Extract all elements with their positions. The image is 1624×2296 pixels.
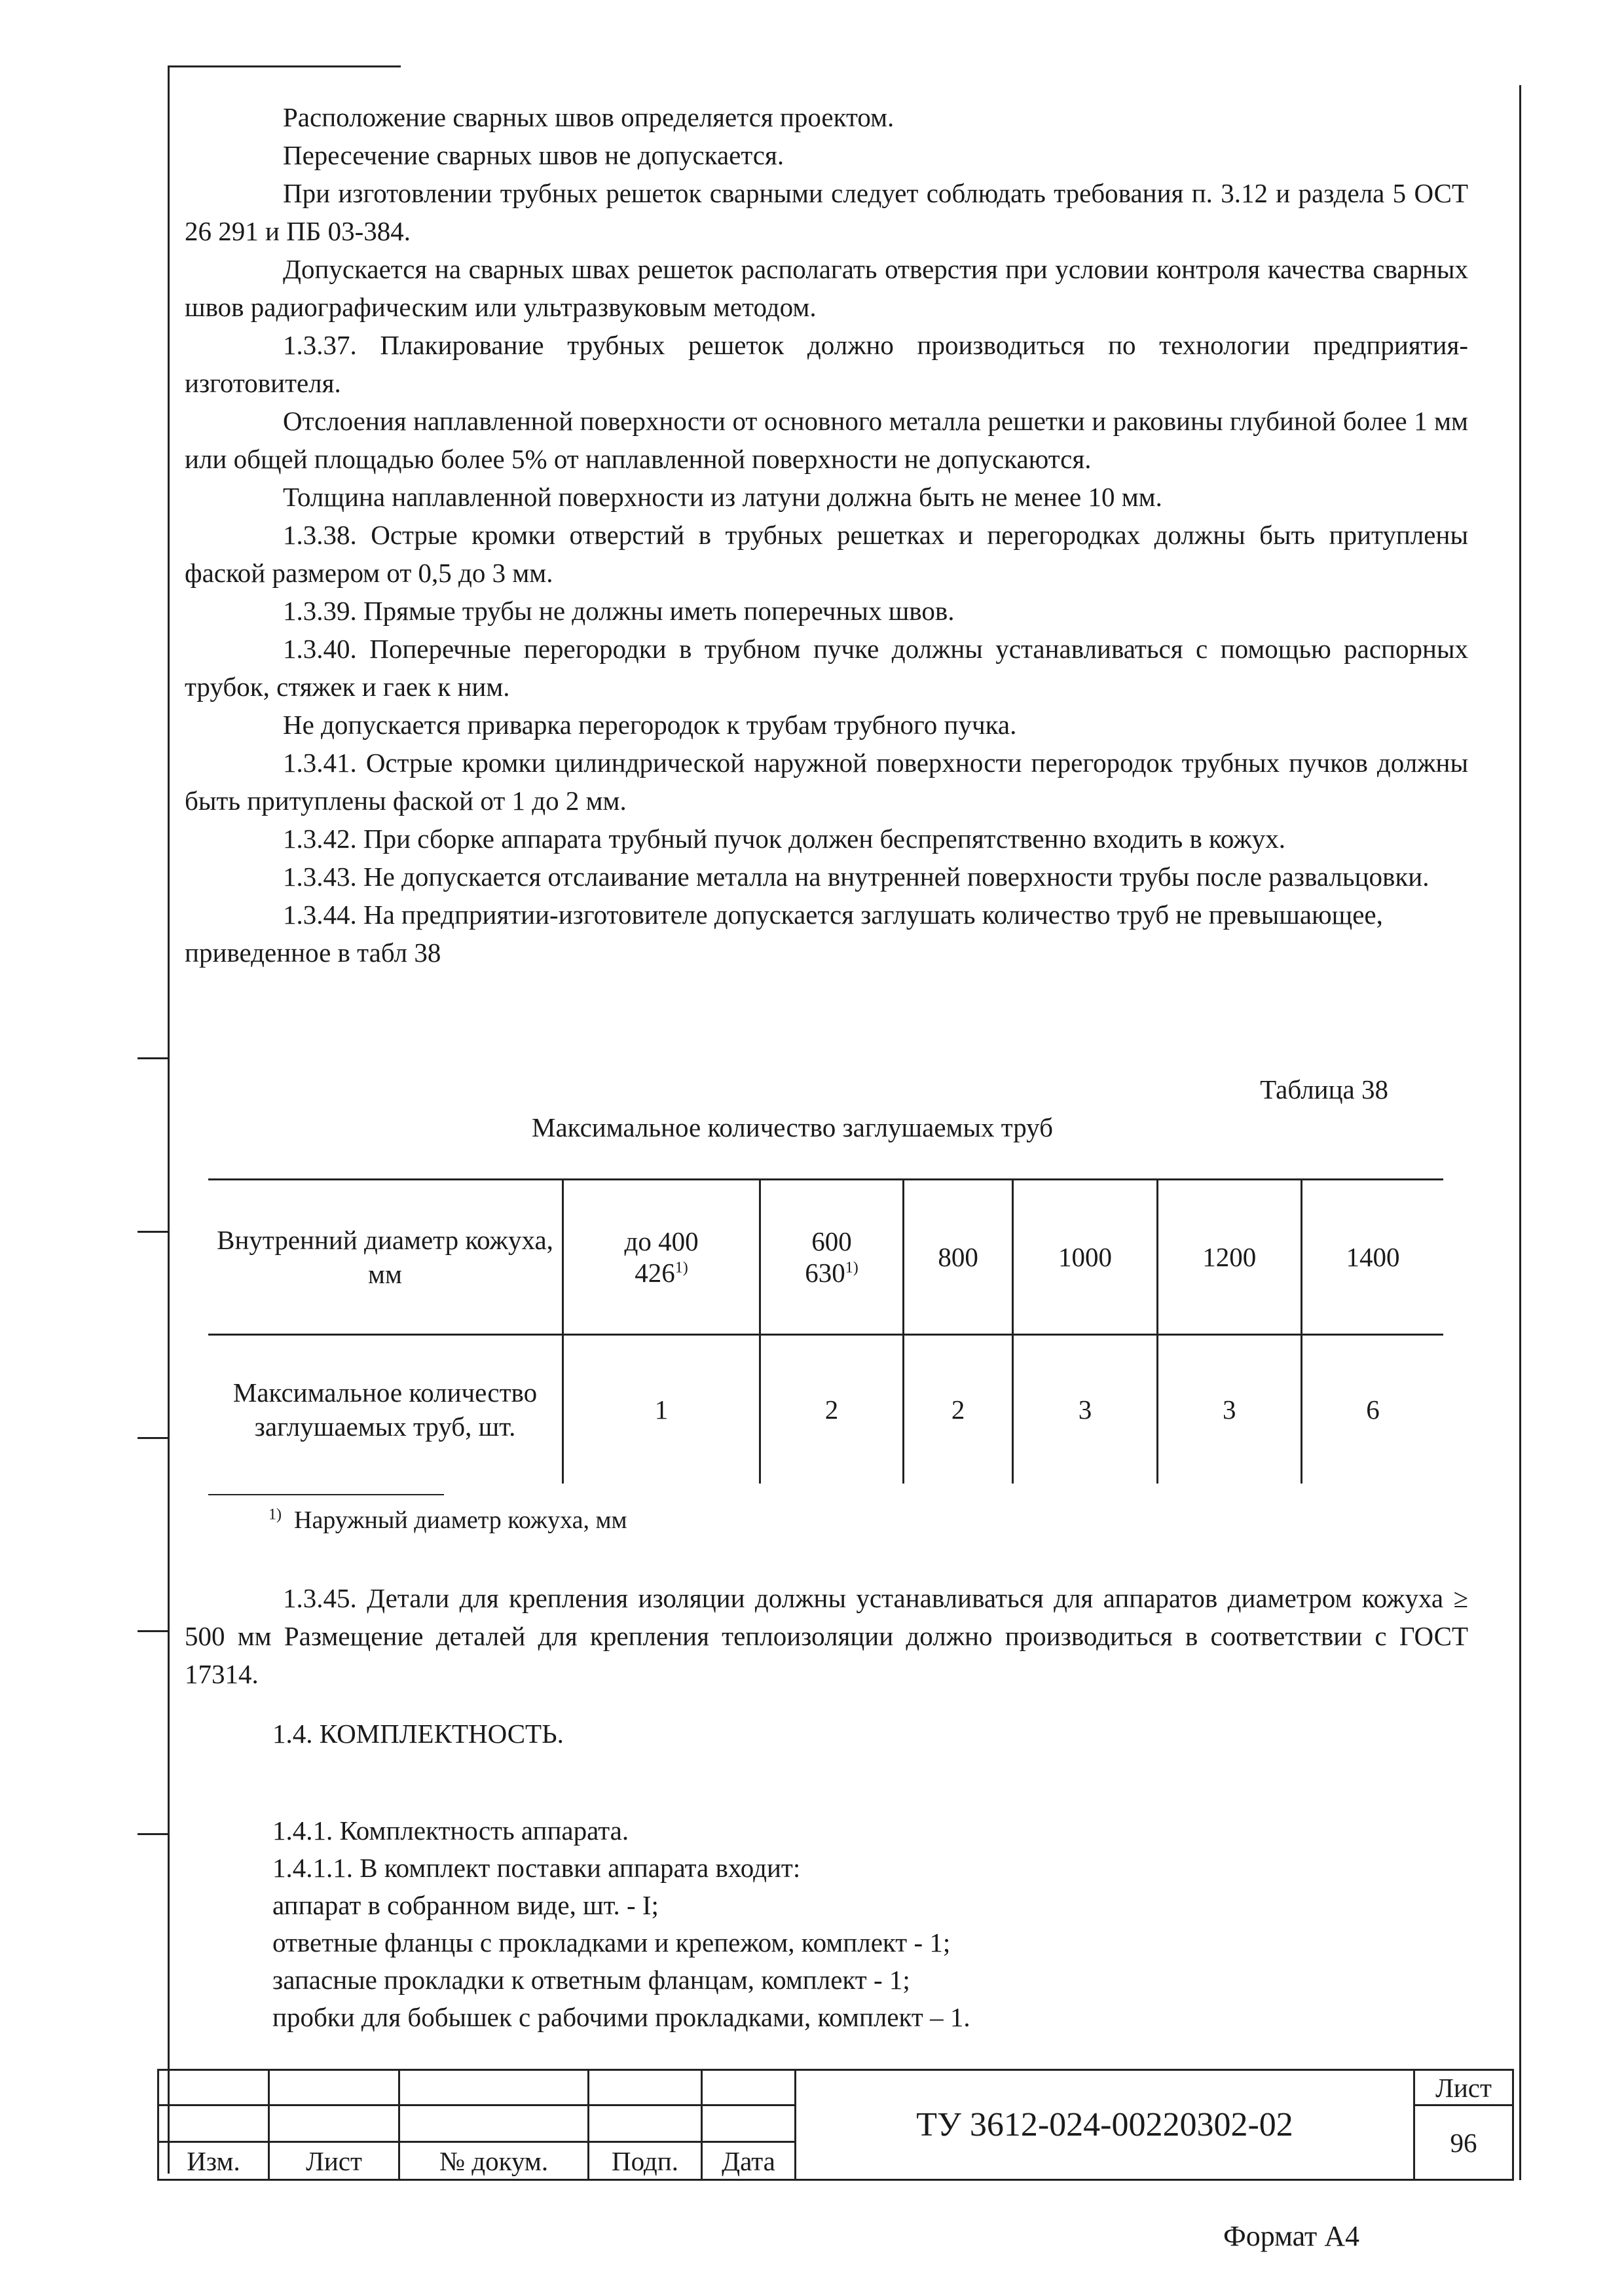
margin-tick (138, 1630, 169, 1632)
table-row (208, 1335, 1443, 1484)
stamp-podp: Подп. (589, 2142, 702, 2180)
paragraph: 1.3.41. Острые кромки цилиндрической наружной поверхности перегородок трубных пучков должны быть притуплены фаской от 1 до 2 мм. (185, 748, 1468, 816)
margin-tick (138, 1437, 169, 1439)
list-item: 1.4.1.1. В комплект поставки аппарата входит: (272, 1853, 801, 1883)
format-label: Формат А4 (1223, 2220, 1360, 2252)
footnote-mark: 1) (845, 1259, 858, 1277)
table-cell: 1 (563, 1335, 760, 1484)
stamp-cell (589, 2105, 702, 2142)
table-title: Максимальное количество заглушаемых труб (532, 1112, 1053, 1142)
table-cell: 1400 (1301, 1180, 1443, 1335)
table-cell (760, 1180, 904, 1335)
table-cell: 800 (904, 1180, 1013, 1335)
document-code: ТУ 3612-024-00220302-02 (796, 2070, 1414, 2180)
paragraph: Пересечение сварных швов не допускается. (283, 140, 784, 170)
paragraph: 1.3.37. Плакирование трубных решеток должно производиться по технологии предприятия-изготовителя. (185, 330, 1468, 398)
stamp-data: Дата (702, 2142, 796, 2180)
paragraph: 1.3.42. При сборке аппарата трубный пучок должен беспрепятственно входить в кожух. (283, 824, 1285, 854)
stamp-cell (702, 2070, 796, 2105)
stamp-cell (702, 2105, 796, 2142)
row-header-count: Максимальное количество заглушаемых труб, шт. (232, 1377, 538, 1442)
cell-line: 426 (635, 1258, 675, 1288)
stamp-cell (399, 2070, 589, 2105)
paragraph: 1.3.39. Прямые трубы не должны иметь поперечных швов. (283, 596, 955, 626)
margin-tick (138, 1833, 169, 1835)
frame-right-border (1519, 85, 1521, 2180)
stamp-cell (269, 2105, 399, 2142)
table-cell: 3 (1013, 1335, 1157, 1484)
paragraph: При изготовлении трубных решеток сварными следует соблюдать требования п. 3.12 и раздела 5 ОСТ 26 291 и ПБ 03-384. (185, 178, 1468, 246)
footnote-mark: 1) (674, 1259, 688, 1277)
footnote (268, 1506, 627, 1535)
stamp-doc-no: № докум. (399, 2142, 589, 2180)
table-cell: 2 (760, 1335, 904, 1484)
stamp-cell (158, 2105, 269, 2142)
list-item: аппарат в собранном виде, шт. - I; (272, 1890, 659, 1920)
paragraph: Расположение сварных швов определяется проектом. (283, 102, 895, 132)
footnote-separator (208, 1494, 444, 1495)
paragraph: Отслоения наплавленной поверхности от основного металла решетки и раковины глубиной более 1 мм или общей площадью более 5% от наплавленной поверхности не допускаются. (185, 406, 1468, 474)
paragraph: 1.3.45. Детали для крепления изоляции должны устанавливаться для аппаратов диаметром кожуха ≥ 500 мм Размещение деталей для крепления теплоизоляции должно производиться в соответствии с ГОСТ 17314. (185, 1583, 1468, 1689)
list-item: запасные прокладки к ответным фланцам, комплект - 1; (272, 1965, 910, 1995)
table-cell: 3 (1157, 1335, 1301, 1484)
cell-line: 630 (805, 1258, 845, 1288)
footnote-text: Наружный диаметр кожуха, мм (294, 1506, 627, 1534)
table-cell: 6 (1301, 1335, 1443, 1484)
row-header-diameter: Внутренний диаметр кожуха, мм (208, 1180, 563, 1335)
footnote-mark: 1) (268, 1506, 282, 1523)
table-cell (563, 1180, 760, 1335)
stamp-cell (589, 2070, 702, 2105)
stamp-cell (399, 2105, 589, 2142)
plug-count-table (208, 1178, 1443, 1484)
sheet-number: 96 (1414, 2105, 1513, 2180)
section-title: 1.4. КОМПЛЕКТНОСТЬ. (272, 1719, 564, 1749)
stamp-izm: Изм. (158, 2142, 269, 2180)
body-text-2 (185, 1579, 1468, 1693)
list-item: 1.4.1. Комплектность аппарата. (272, 1815, 629, 1846)
table-number: Таблица 38 (1260, 1074, 1388, 1104)
paragraph: 1.3.43. Не допускается отслаивание металла на внутренней поверхности трубы после развальцовки. (283, 862, 1430, 892)
paragraph: Толщина наплавленной поверхности из латуни должна быть не менее 10 мм. (283, 482, 1162, 512)
list-item: ответные фланцы с прокладками и крепежом, комплект - 1; (272, 1927, 951, 1958)
paragraph: 1.3.40. Поперечные перегородки в трубном пучке должны устанавливаться с помощью распорных трубок, стяжек и гаек к ним. (185, 634, 1468, 702)
table-row (208, 1180, 1443, 1335)
list-item: пробки для бобышек с рабочими прокладками, комплект – 1. (272, 2002, 970, 2032)
table-cell: 2 (904, 1335, 1013, 1484)
cell-line: 600 (811, 1226, 852, 1256)
paragraph: Не допускается приварка перегородок к трубам трубного пучка. (283, 710, 1017, 740)
stamp-list: Лист (269, 2142, 399, 2180)
body-text (185, 98, 1468, 972)
stamp-cell (269, 2070, 399, 2105)
margin-tick (138, 1231, 169, 1233)
paragraph: 1.3.38. Острые кромки отверстий в трубных решетках и перегородках должны быть притуплены фаской размером от 0,5 до 3 мм. (185, 520, 1468, 588)
cell-line: до 400 (624, 1226, 699, 1256)
table-cell: 1000 (1013, 1180, 1157, 1335)
stamp-cell (158, 2070, 269, 2105)
completeness-list (272, 1812, 970, 2036)
margin-tick (138, 1057, 169, 1059)
sheet-label: Лист (1414, 2070, 1513, 2105)
title-block (157, 2069, 1514, 2181)
frame-top-border (168, 65, 401, 67)
paragraph: Допускается на сварных швах решеток располагать отверстия при условии контроля качества сварных швов радиографическим или ультразвуковым методом. (185, 254, 1468, 322)
table-cell: 1200 (1157, 1180, 1301, 1335)
paragraph: 1.3.44. На предприятии-изготовителе допускается заглушать количество труб не превышающее, приведенное в табл 38 (185, 900, 1383, 968)
